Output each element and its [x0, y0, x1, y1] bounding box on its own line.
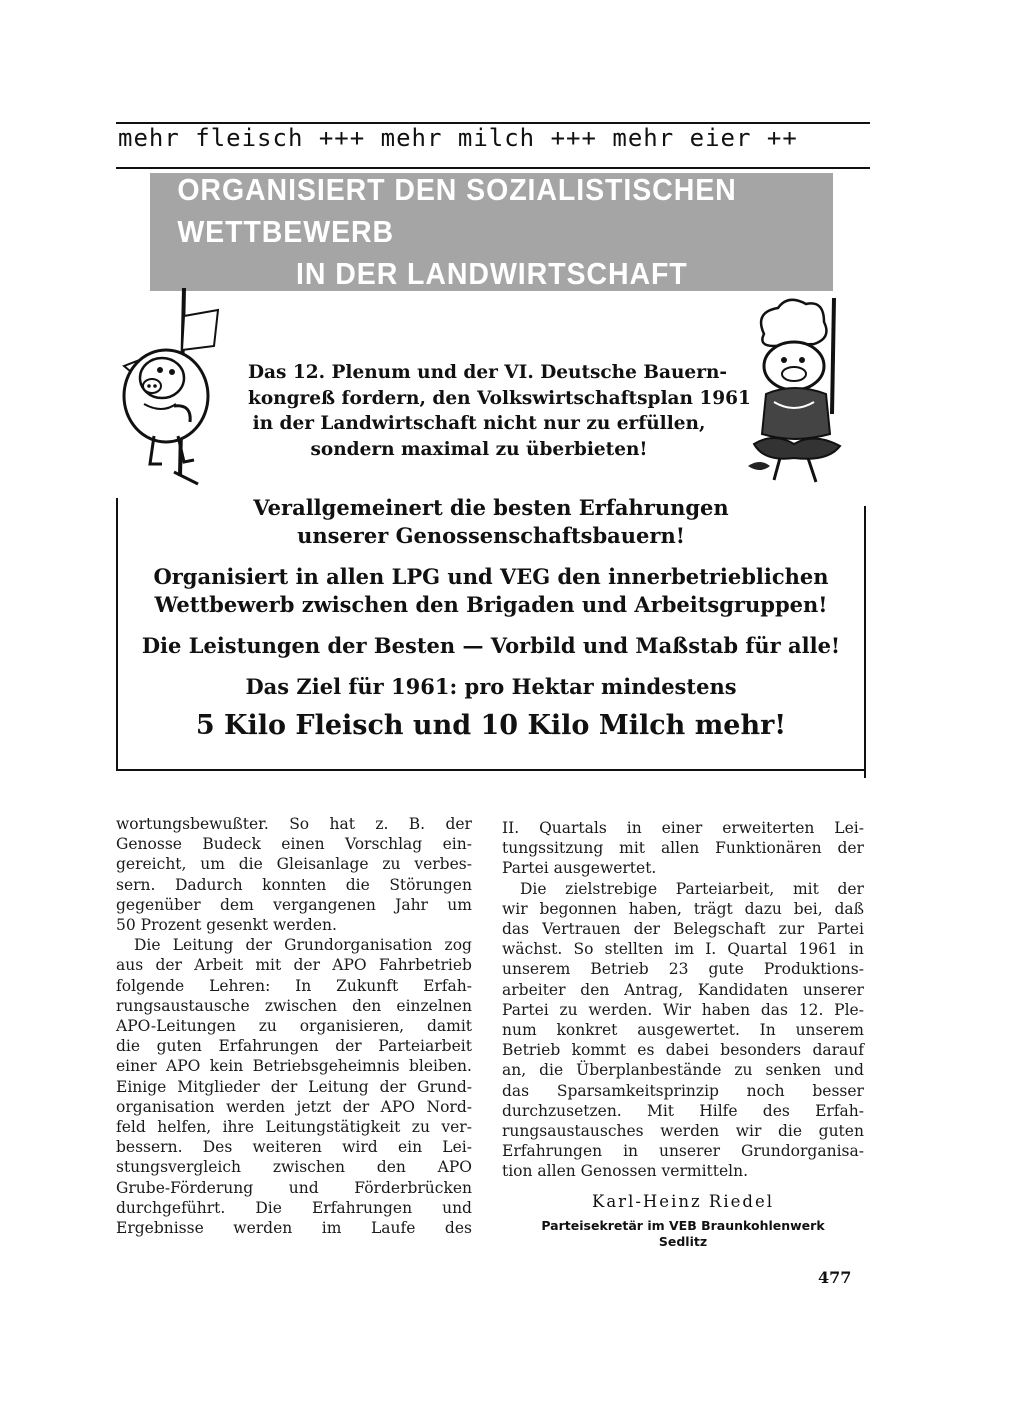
intro-line: kongreß fordern, den Volkswirtschaftsplan 1961	[248, 387, 751, 409]
box-border-bottom	[116, 769, 866, 771]
text-line: APO-Leitungen zu organisieren, damit	[116, 1017, 472, 1036]
intro-paragraph	[248, 360, 751, 462]
appeal-line: Das Ziel für 1961: pro Hektar mindestens	[245, 674, 737, 699]
page-number: 477	[818, 1268, 852, 1287]
headline-line-2: IN DER LANDWIRTSCHAFT	[295, 256, 688, 291]
intro-line: Das 12. Plenum und der VI. Deutsche Bauern-	[248, 362, 728, 383]
headline-line-1: ORGANISIERT DEN SOZIALISTISCHEN WETTBEWERB	[177, 172, 737, 249]
text-line: gegenüber dem vergangenen Jahr um	[116, 895, 472, 914]
author-name: Karl-Heinz Riedel	[592, 1192, 774, 1211]
text-line: rungsaustausche zwischen den einzelnen	[116, 996, 472, 1015]
text-line: Die Leitung der Grundorganisation zog	[134, 936, 472, 955]
appeal-line: unserer Genossenschaftsbauern!	[297, 523, 685, 548]
intro-line: sondern maximal zu überbieten!	[310, 438, 648, 460]
text-line: sern. Dadurch konnten die Störungen	[116, 875, 472, 894]
text-line: Erfahrungen in unserer Grundorganisa-	[502, 1142, 864, 1161]
text-line: organisation werden jetzt der APO Nord-	[116, 1097, 472, 1116]
text-line: tungssitzung mit allen Funktionären der	[502, 839, 864, 858]
text-line: durchgeführt. Die Erfahrungen und	[116, 1198, 472, 1217]
pig-mascot-illustration	[114, 286, 224, 488]
author-role-line: Parteisekretär im VEB Braunkohlenwerk	[541, 1218, 825, 1233]
text-line: durchzusetzen. Mit Hilfe des Erfah-	[502, 1101, 864, 1120]
box-border-left	[116, 498, 118, 770]
body-column-right	[502, 818, 864, 1182]
headline-banner	[150, 173, 833, 291]
text-line: wächst. So stellten im I. Quartal 1961 in	[502, 940, 864, 959]
text-line: num konkret ausgewertet. In unserem	[502, 1021, 864, 1040]
text-line: wortungsbewußter. So hat z. B. der	[116, 815, 472, 833]
appeal-goal: 5 Kilo Fleisch und 10 Kilo Milch mehr!	[195, 710, 787, 741]
text-line: Partei zu werden. Wir haben das 12. Ple-	[502, 1000, 864, 1019]
appeal-line: Wettbewerb zwischen den Brigaden und Arbeitsgruppen!	[154, 592, 828, 617]
body-column-left	[116, 814, 472, 1238]
intro-line: in der Landwirtschaft nicht nur zu erfüllen,	[252, 413, 706, 434]
text-line: II. Quartals in einer erweiterten Lei-	[502, 819, 864, 837]
text-line: die guten Erfahrungen der Parteiarbeit	[116, 1037, 472, 1056]
text-line: gereicht, um die Gleisanlage zu verbes-	[116, 855, 472, 874]
text-line: aus der Arbeit mit der APO Fahrbetrieb	[116, 956, 472, 975]
text-line: an, die Überplanbestände zu senken und	[502, 1061, 864, 1080]
text-line: einer APO kein Betriebsgeheimnis bleiben.	[116, 1057, 472, 1076]
author-role	[502, 1218, 864, 1250]
chef-mascot-illustration	[744, 294, 864, 492]
text-line: tion allen Genossen vermitteln.	[502, 1162, 749, 1181]
appeal-line: Die Leistungen der Besten — Vorbild und Maßstab für alle!	[141, 633, 841, 658]
text-line: Betrieb kommt es dabei besonders darauf	[502, 1041, 864, 1060]
text-line: folgende Lehren: In Zukunft Erfah-	[116, 976, 472, 995]
text-line: das Vertrauen der Belegschaft zur Partei	[502, 920, 864, 939]
text-line: Die zielstrebige Parteiarbeit, mit der	[520, 879, 864, 898]
text-line: 50 Prozent gesenkt werden.	[116, 916, 337, 935]
text-line: arbeiter den Antrag, Kandidaten unserer	[502, 980, 864, 999]
text-line: Ergebnisse werden im Laufe des	[116, 1219, 472, 1238]
text-line: wir begonnen haben, trägt dazu bei, daß	[502, 899, 864, 918]
text-line: das Sparsamkeitsprinzip noch besser	[502, 1081, 864, 1100]
author-role-line: Sedlitz	[658, 1234, 708, 1249]
text-line: bessern. Des weiteren wird ein Lei-	[116, 1138, 472, 1157]
text-line: unserem Betrieb 23 gute Produktions-	[502, 960, 864, 979]
appeal-box	[120, 494, 862, 743]
text-line: stungsvergleich zwischen den APO	[116, 1158, 472, 1177]
text-line: Genosse Budeck einen Vorschlag ein-	[116, 835, 472, 854]
appeal-line: Organisiert in allen LPG und VEG den innerbetrieblichen	[153, 564, 829, 589]
text-line: Partei ausgewertet.	[502, 859, 657, 878]
text-line: rungsaustausches werden wir die guten	[502, 1122, 864, 1141]
top-slogan: mehr fleisch +++ mehr milch +++ mehr eier ++	[118, 124, 798, 152]
appeal-line: Verallgemeinert die besten Erfahrungen	[253, 495, 729, 520]
text-line: Grube-Förderung und Förderbrücken	[116, 1178, 472, 1197]
text-line: Einige Mitglieder der Leitung der Grund-	[116, 1077, 472, 1096]
box-border-right	[864, 506, 866, 778]
text-line: feld helfen, ihre Leitungstätigkeit zu ver-	[116, 1118, 472, 1137]
